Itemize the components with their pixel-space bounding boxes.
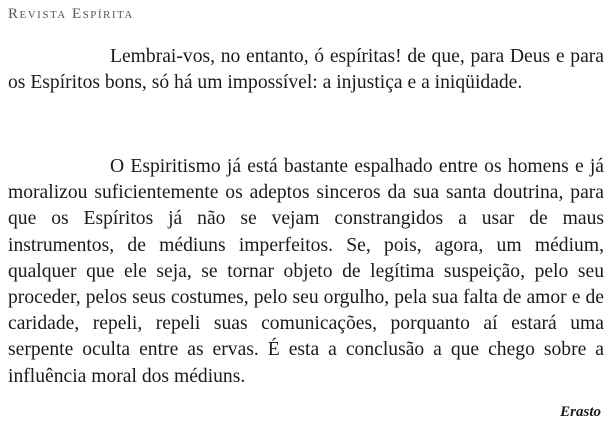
author-signature: Erasto xyxy=(560,404,601,420)
paragraph-1: Lembrai-vos, no entanto, ó espíritas! de que, para Deus e para os Espíritos bons, só há um impossível: a injustiça e a iniqüidade. xyxy=(8,46,604,94)
running-header-title: Revista Espírita xyxy=(8,6,134,22)
paragraph-2: O Espiritismo já está bastante espalhado entre os homens e já moralizou suficientemente os adeptos sinceros da sua santa doutrina, para que os Espíritos já não se vejam constrangidos a usar de maus instrumentos, de médiuns imperfeitos. Se, pois, agora, um médium, qualquer que ele seja, se tornar objeto de legítima suspeição, pelo seu proceder, pelos seus costumes, pelo seu orgulho, pela sua falta de amor e de caridade, repeli, repeli suas comunicações, porquanto aí estará uma serpente oculta entre as ervas. É esta a conclusão a que chego sobre a influência moral dos médiuns. xyxy=(8,156,604,387)
